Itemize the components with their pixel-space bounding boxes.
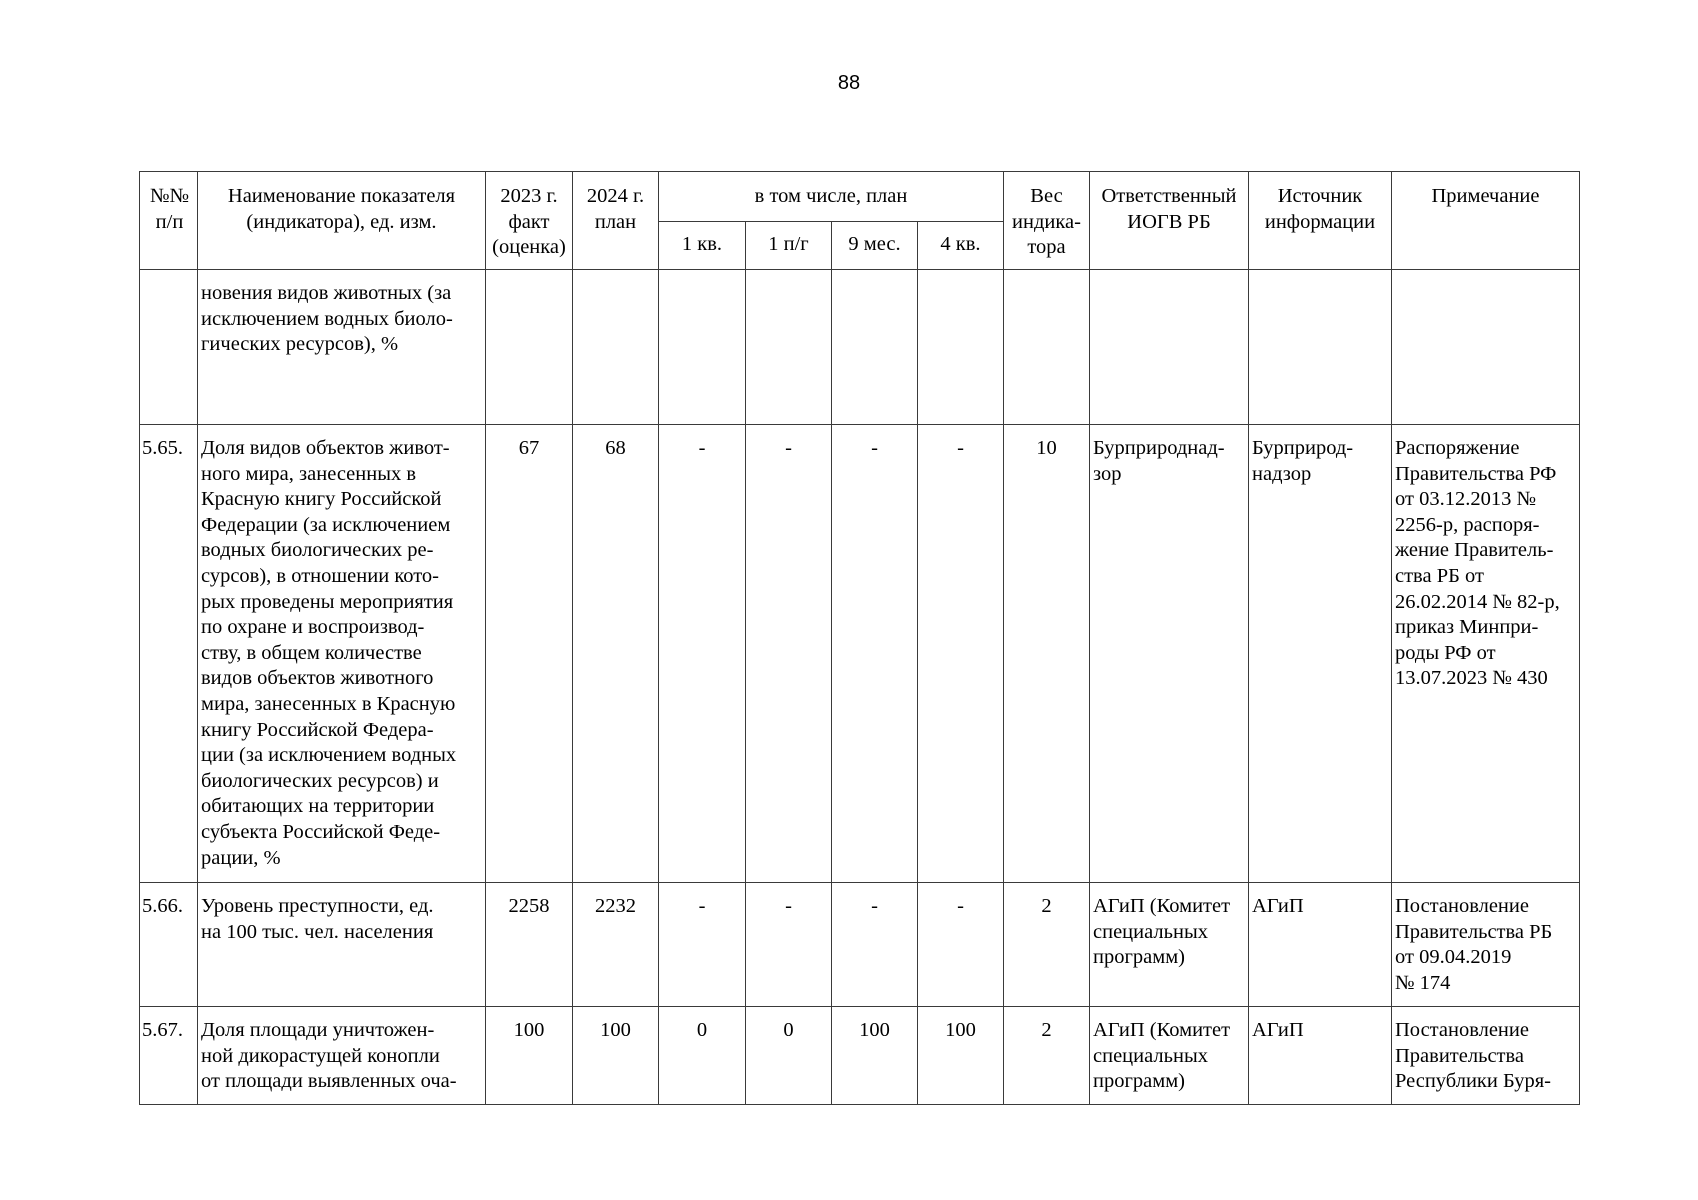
row-fact-2023 bbox=[486, 270, 573, 425]
row-note: Распоряжение Правительства РФ от 03.12.2013 № 2256-р, распоря- жение Правитель- ства РБ от 26.02.2014 № 82-р, приказ Минпри- роды РФ от 13.07.2023 № 430 bbox=[1392, 425, 1580, 883]
row-plan-2024: 2232 bbox=[573, 883, 659, 1007]
header-note: Примечание bbox=[1392, 172, 1580, 270]
row-q1: 0 bbox=[659, 1007, 746, 1105]
table-row bbox=[140, 883, 1580, 1007]
row-fact-2023: 67 bbox=[486, 425, 573, 883]
row-responsible: Бурприроднад- зор bbox=[1090, 425, 1249, 883]
indicators-table bbox=[139, 171, 1580, 1105]
row-q1: - bbox=[659, 425, 746, 883]
row-q1: - bbox=[659, 883, 746, 1007]
row-plan-2024: 68 bbox=[573, 425, 659, 883]
row-h1: 0 bbox=[746, 1007, 832, 1105]
table-row bbox=[140, 425, 1580, 883]
row-fact-2023: 2258 bbox=[486, 883, 573, 1007]
header-responsible: Ответственный ИОГВ РБ bbox=[1090, 172, 1249, 270]
row-h1 bbox=[746, 270, 832, 425]
row-source: Бурприрод- надзор bbox=[1249, 425, 1392, 883]
row-num: 5.66. bbox=[140, 883, 198, 1007]
row-responsible: АГиП (Комитет специальных программ) bbox=[1090, 1007, 1249, 1105]
row-9m bbox=[832, 270, 918, 425]
row-weight: 2 bbox=[1004, 883, 1090, 1007]
row-fact-2023: 100 bbox=[486, 1007, 573, 1105]
row-9m: - bbox=[832, 883, 918, 1007]
row-q4 bbox=[918, 270, 1004, 425]
header-incl-plan: в том числе, план bbox=[659, 172, 1004, 222]
row-name: новения видов животных (за исключением водных биоло- гических ресурсов), % bbox=[198, 270, 486, 425]
header-source: Источник информации bbox=[1249, 172, 1392, 270]
row-source: АГиП bbox=[1249, 1007, 1392, 1105]
row-source: АГиП bbox=[1249, 883, 1392, 1007]
row-note: Постановление Правительства Республики Буря- bbox=[1392, 1007, 1580, 1105]
row-name: Уровень преступности, ед. на 100 тыс. чел. населения bbox=[198, 883, 486, 1007]
row-9m: - bbox=[832, 425, 918, 883]
row-num bbox=[140, 270, 198, 425]
header-9m: 9 мес. bbox=[832, 222, 918, 270]
row-name: Доля видов объектов живот- ного мира, занесенных в Красную книгу Российской Федерации (за исключением водных биологических ре- сурсов), в отношении кото- рых проведены мероприятия по охране и воспроизвод- ству, в общем количестве видов объектов животного мира, занесенных в Красную книгу Российской Федера- ции (за исключением водных биологических ресурсов) и обитающих на территории субъекта Российской Феде- рации, % bbox=[198, 425, 486, 883]
table-header bbox=[140, 172, 1580, 270]
row-responsible: АГиП (Комитет специальных программ) bbox=[1090, 883, 1249, 1007]
header-fact-2023: 2023 г. факт (оценка) bbox=[486, 172, 573, 270]
row-q4: - bbox=[918, 425, 1004, 883]
header-weight: Вес индика- тора bbox=[1004, 172, 1090, 270]
row-q1 bbox=[659, 270, 746, 425]
row-plan-2024: 100 bbox=[573, 1007, 659, 1105]
row-h1: - bbox=[746, 883, 832, 1007]
row-plan-2024 bbox=[573, 270, 659, 425]
header-name: Наименование показателя (индикатора), ед. изм. bbox=[198, 172, 486, 270]
row-source bbox=[1249, 270, 1392, 425]
row-q4: - bbox=[918, 883, 1004, 1007]
row-note bbox=[1392, 270, 1580, 425]
header-plan-2024: 2024 г. план bbox=[573, 172, 659, 270]
header-num: №№ п/п bbox=[140, 172, 198, 270]
header-h1: 1 п/г bbox=[746, 222, 832, 270]
row-q4: 100 bbox=[918, 1007, 1004, 1105]
row-weight: 2 bbox=[1004, 1007, 1090, 1105]
row-weight: 10 bbox=[1004, 425, 1090, 883]
row-h1: - bbox=[746, 425, 832, 883]
row-num: 5.67. bbox=[140, 1007, 198, 1105]
row-note: Постановление Правительства РБ от 09.04.2019 № 174 bbox=[1392, 883, 1580, 1007]
table-row bbox=[140, 270, 1580, 425]
table-body bbox=[140, 270, 1580, 1105]
row-9m: 100 bbox=[832, 1007, 918, 1105]
page-number: 88 bbox=[837, 72, 861, 94]
row-responsible bbox=[1090, 270, 1249, 425]
table-row bbox=[140, 1007, 1580, 1105]
row-num: 5.65. bbox=[140, 425, 198, 883]
header-q4: 4 кв. bbox=[918, 222, 1004, 270]
header-q1: 1 кв. bbox=[659, 222, 746, 270]
row-weight bbox=[1004, 270, 1090, 425]
row-name: Доля площади уничтожен- ной дикорастущей конопли от площади выявленных оча- bbox=[198, 1007, 486, 1105]
